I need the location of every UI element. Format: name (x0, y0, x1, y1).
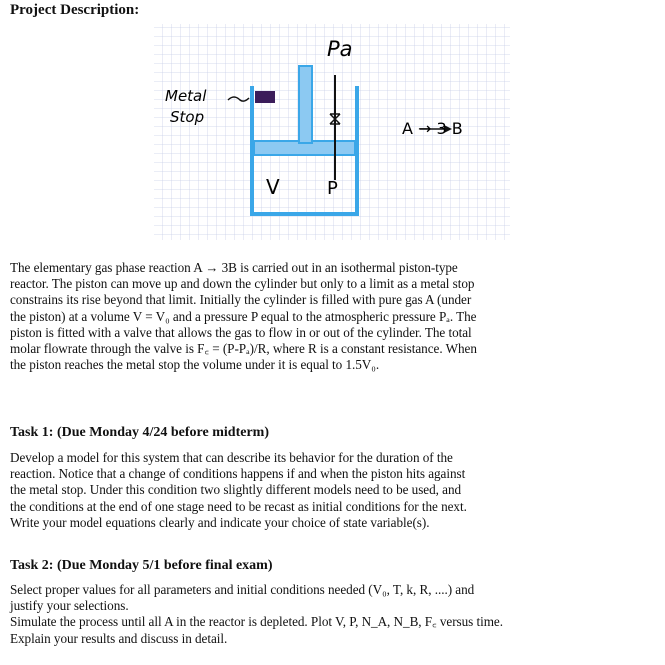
piston-reactor-diagram (0, 0, 665, 240)
task2-line: Explain your results and discuss in detail. (10, 630, 228, 646)
description-line: the piston) at a volume V = V₀ and a pressure P equal to the atmospheric pressure Pₐ. The (10, 308, 477, 324)
task1-line: the metal stop. Under this condition two slightly different models need to be used, and (10, 482, 462, 498)
description-line: The elementary gas phase reaction A → 3B is carried out in an isothermal piston-type (10, 260, 458, 275)
task1-line: the conditions at the end of one stage need to be recast as initial conditions for the next. (10, 498, 467, 514)
piston-rod (299, 66, 312, 143)
task1-line: Write your model equations clearly and indicate your choice of state variable(s). (10, 514, 430, 530)
task1-title: Task 1: (Due Monday 4/24 before midterm) (10, 425, 269, 440)
metal-stop (255, 91, 275, 103)
task1-paragraph (10, 450, 658, 531)
description-line: reactor. The piston can move up and down the cylinder but only to a limit as a metal stop (10, 276, 475, 292)
volume-label: V (266, 175, 280, 199)
reaction-label: A → 3 B (402, 119, 463, 138)
task2-title: Task 2: (Due Monday 5/1 before final exam) (10, 558, 273, 573)
description-paragraph (10, 260, 658, 373)
description-line: piston is fitted with a valve that allows the gas to flow in or out of the cylinder. The total (10, 324, 472, 340)
pa-label: Pa (327, 37, 353, 61)
pressure-label: P (327, 178, 338, 199)
task2-line: Simulate the process until all A in the reactor is depleted. Plot V, P, N_A, N_B, F꜀ versus time. (10, 614, 503, 630)
task2-line: Select proper values for all parameters and initial conditions needed (V₀, T, k, R, ....) and (10, 582, 475, 597)
task1-line: Develop a model for this system that can describe its behavior for the duration of the (10, 450, 453, 465)
stop-label: Stop (170, 108, 205, 126)
task2-paragraph (10, 582, 658, 647)
task1-line: reaction. Notice that a change of conditions happens if and when the piston hits against (10, 466, 466, 482)
metal-label: Metal (165, 87, 207, 105)
description-line: constrains its rise beyond that limit. Initially the cylinder is filled with pure gas A (under (10, 292, 472, 308)
description-line: the piston reaches the metal stop the volume under it is equal to 1.5V₀. (10, 357, 380, 373)
page-title: Project Description: (10, 2, 140, 18)
task2-line: justify your selections. (10, 598, 129, 614)
description-line: molar flowrate through the valve is F꜀ = (P-Pₐ)/R, where R is a constant resistance. When (10, 341, 477, 357)
